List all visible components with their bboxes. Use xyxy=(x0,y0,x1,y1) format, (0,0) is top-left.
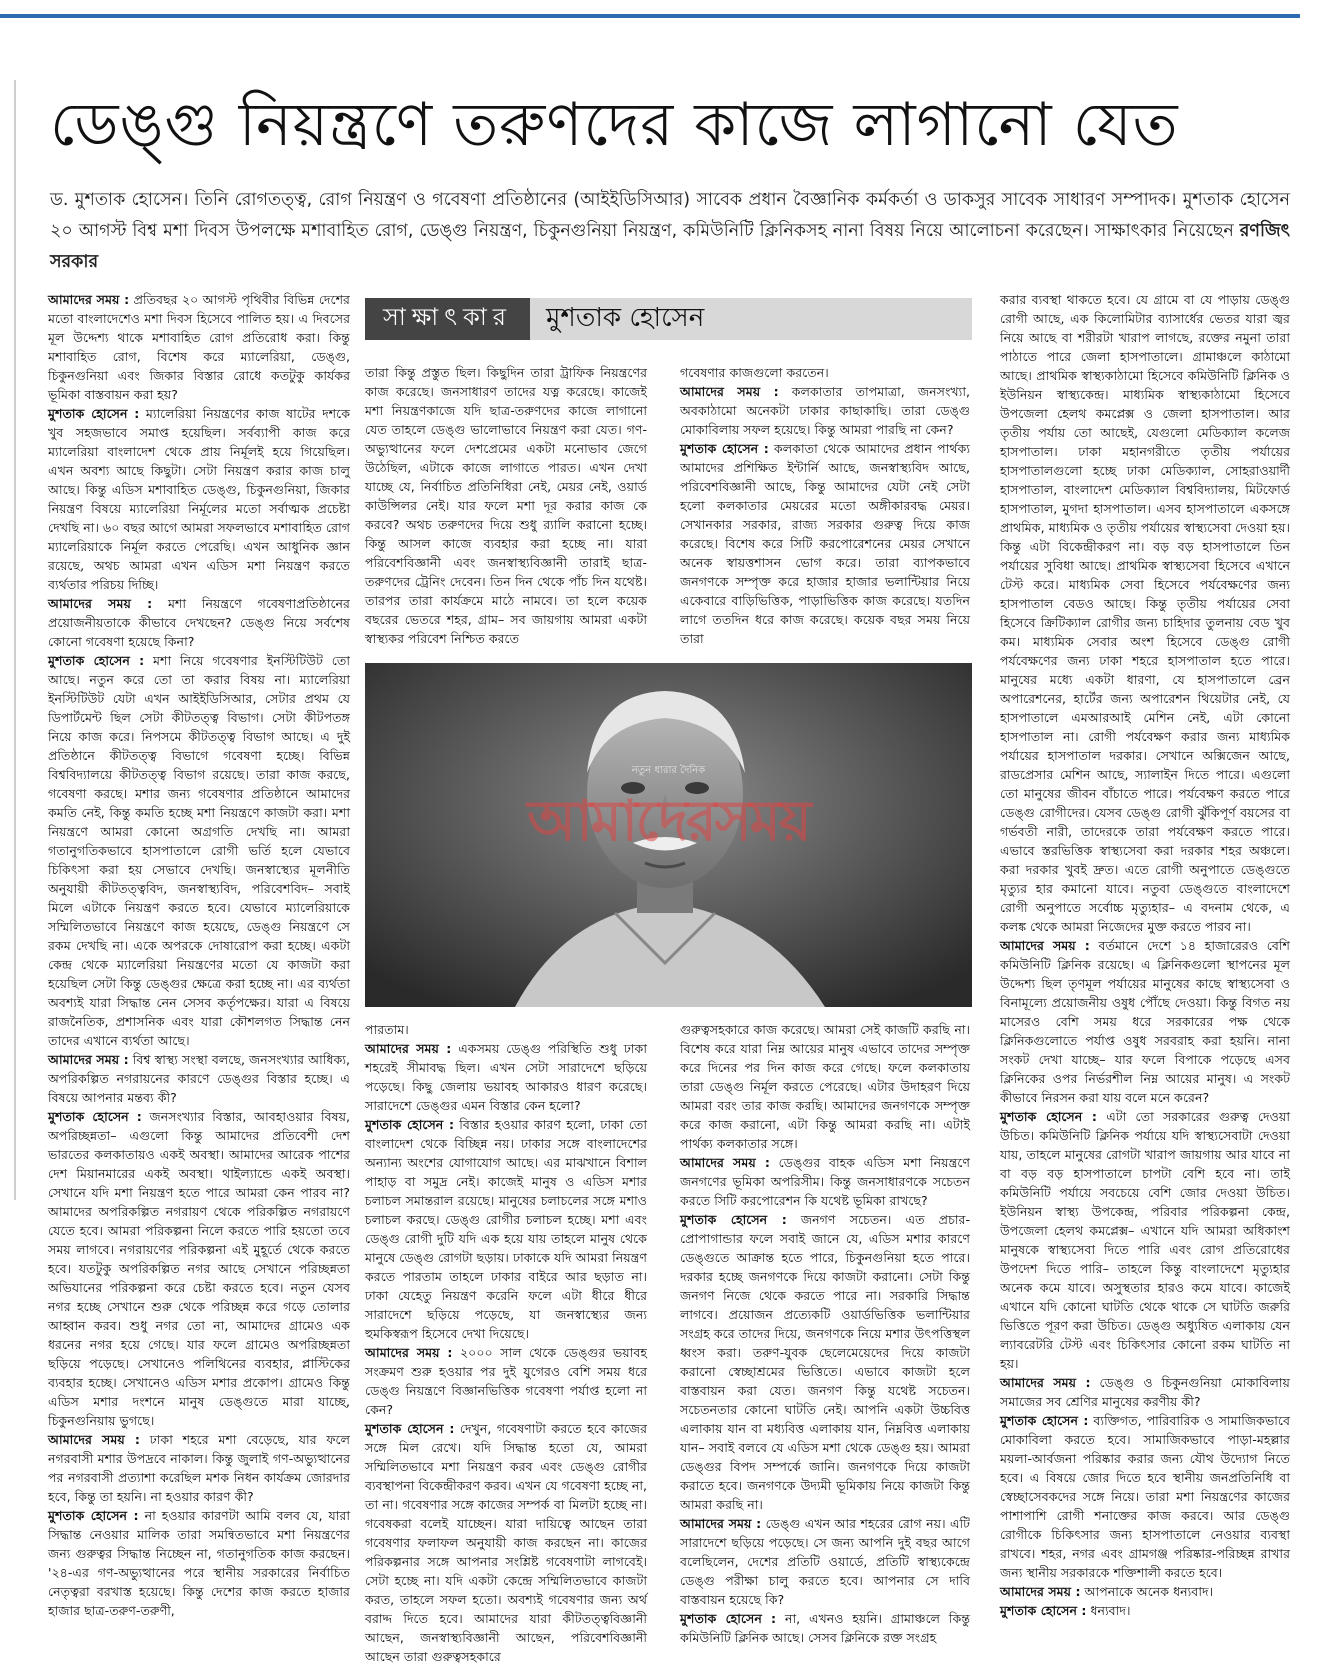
interview-paragraph xyxy=(365,1039,647,1115)
speaker-label: মুশতাক হোসেন : xyxy=(680,1611,777,1626)
column-3-top xyxy=(680,363,970,653)
speaker-label: আমাদের সময় : xyxy=(365,1345,453,1360)
interview-paragraph xyxy=(48,594,350,651)
paragraph-text: বর্তমানে দেশে ১৪ হাজারেরও বেশি কমিউনিটি ক্লিনিক রয়েছে। এ ক্লিনিকগুলো স্থাপনের মূল উদ্দেশ্য ছিল তৃণমূল পর্যায়ের মানুষের কাছে স্বাস্থ্যসেবা ও বিনামূল্যে প্রয়োজনীয় ওষুধ পৌঁছে দেওয়া। কিন্তু বিগত নয় মাসেরও বেশি সময় ধরে সরকারের পক্ষ থেকে ক্লিনিকগুলোতে পর্যাপ্ত ওষুধ সরবরাহ করা হয়নি। নানা সংকট দেখা যাচ্ছে– যার ফলে বিপাকে পড়েছে এসব ক্লিনিকের ওপর নির্ভরশীল নিম্ন আয়ের মানুষ। এ সংকট কীভাবে নিরসন করা যায় বলে মনে করেন? xyxy=(1000,938,1290,1105)
interview-paragraph xyxy=(1000,1411,1290,1582)
speaker-label: মুশতাক হোসেন : xyxy=(1000,1109,1097,1124)
paragraph-text: পারতাম। xyxy=(365,1022,409,1037)
watermark-tagline: নতুন ধারার দৈনিক xyxy=(631,765,706,776)
interview-paragraph xyxy=(48,1050,350,1107)
paragraph-text: ধন্যবাদ। xyxy=(1090,1603,1131,1618)
interview-paragraph xyxy=(48,1107,350,1430)
column-1 xyxy=(48,290,350,1650)
speaker-label: আমাদের সময় : xyxy=(1000,938,1090,953)
interview-paragraph xyxy=(680,382,970,439)
interview-paragraph xyxy=(680,363,970,382)
paragraph-text: গুরুত্বসহকারে কাজ করেছে। আমরা সেই কাজটি করছি না। বিশেষ করে যারা নিম্ন আয়ের মানুষ এভাবে তাদের সম্পৃক্ত করে দিনের পর দিন কাজ করে গেছে। ফলে কলকাতায় তারা ডেঙ্গু নির্মূল করতে পেরেছে। এটার উদাহরণ দিয়ে আমরা বরং তার কাজ করছি। আমাদের জনগণকে সম্পৃক্ত করে কাজ করানো, এটা কিন্তু আমরা করছি না। এটাই পার্থক্য কলকাতার সঙ্গে। xyxy=(680,1022,970,1151)
paragraph-text: প্রতিবছর ২০ আগস্ট পৃথিবীর বিভিন্ন দেশের মতো বাংলাদেশেও মশা দিবস হিসেবে পালিত হয়। এ দিবসের মূল উদ্দেশ্য থাকে মশাবাহিত রোগ প্রতিরোধ করা। কিন্তু মশাবাহিত রোগ, বিশেষ করে ম্যালেরিয়া, ডেঙ্গু, চিকুনগুনিয়া এবং জিকার বিস্তার রোধে কতটুকু কার্যকর ভূমিকা বাস্তবায়ন করা হয়? xyxy=(48,292,350,402)
paragraph-text: দেখুন, গবেষণাটা করতে হবে কাজের সঙ্গে মিল রেখে। যদি সিদ্ধান্ত হতো যে, আমরা সম্মিলিতভাবে মশা নিয়ন্ত্রণ করব এবং ডেঙ্গু রোগীর ব্যবস্থাপনা বিকেন্দ্রীকরণ করব। এখন যে গবেষণা হচ্ছে না, তা না। গবেষণার সঙ্গে কাজের সম্পর্ক বা মিলটা হচ্ছে না। গবেষকরা বলেই যাচ্ছেন। যারা দায়িত্বে আছেন তারা গবেষণার ফলাফল অনুযায়ী কাজ করছেন না। কাজের পরিকল্পনার সঙ্গে আপনার সংশ্লিষ্ট গবেষণাটা লাগবেই। সেটা হচ্ছে না। যদি একটা কেন্দ্রে সম্মিলিতভাবে কাজটা করত, তাহলে সফল হতো। অবশ্যই গবেষণার জন্য অর্থ বরাদ্দ দিতে হবে। আমাদের যারা কীটতত্ত্ববিজ্ঞানী আছেন, জনস্বাস্থ্যবিজ্ঞানী আছেন, পরিবেশবিজ্ঞানী আছেন তারা গুরুত্বসহকারে xyxy=(365,1421,647,1664)
interview-paragraph xyxy=(48,1430,350,1506)
speaker-label: আমাদের সময় : xyxy=(365,1041,452,1056)
interview-paragraph xyxy=(365,1020,647,1039)
paragraph-text: বিশ্ব স্বাস্থ্য সংস্থা বলছে, জনসংখ্যার আধিক্য, অপরিকল্পিত নগরায়নের কারণে ডেঙ্গুর বিস্তার হচ্ছে। এ বিষয়ে আপনার মন্তব্য কী? xyxy=(48,1052,350,1105)
paragraph-text: ২০০০ সাল থেকে ডেঙ্গুর ভয়াবহ সংক্রমণ শুরু হওয়ার পর দুই যুগেরও বেশি সময় ধরে ডেঙ্গু নিয়ন্ত্রণে বিজ্ঞানভিত্তিক গবেষণা পর্যাপ্ত হলো না কেন? xyxy=(365,1345,647,1417)
speaker-label: আমাদের সময় : xyxy=(48,1052,129,1067)
paragraph-text: না হওয়ার কারণটা আমি বলব যে, যারা সিদ্ধান্ত নেওয়ার মালিক তারা সমন্বিতভাবে মশা নিয়ন্ত্রণের জন্য গুরুত্বর সিদ্ধান্ত নিচ্ছেন না, গতানুগতিক কাজ করছেন। '২৪-এর গণ-অভ্যুত্থানের পরে স্থানীয় সরকারের নির্বাচিত নেতৃত্বরা বরখাস্ত হয়েছে। কিন্তু দেশের কাজ করতে হাজার হাজার ছাত্র-তরুণ-তরুণী, xyxy=(48,1508,350,1618)
interview-paragraph xyxy=(1000,936,1290,1107)
interview-paragraph xyxy=(680,1020,970,1153)
interview-paragraph xyxy=(1000,1107,1290,1373)
column-2-top-text: তারা কিন্তু প্রস্তুত ছিল। কিছুদিন তারা ট্রাফিক নিয়ন্ত্রণের কাজ করেছে। জনসাধারণ তাদের যত্ন করেছে। কাজেই মশা নিয়ন্ত্রণকাজে যদি ছাত্র-তরুণদের কাজে লাগানো যেত তাহলে ডেঙ্গু ভালোভাবে নিয়ন্ত্রণ করা যেত। গণ-অভ্যুত্থানের ফলে দেশপ্রেমের একটা মনোভাব জেগে উঠেছিল, এটাকে কাজে লাগাতে পারত। এখন দেখা যাচ্ছে যে, নির্বাচিত প্রতিনিধিরা নেই, মেয়র নেই, ওয়ার্ড কাউন্সিলর নেই। যার ফলে মশা দূর করার কাজ কে করবে? অথচ তরুণদের দিয়ে শুধু র‍্যালি করানো হচ্ছে। কিন্তু আসল কাজে ব্যবহার করা হচ্ছে না। যারা পরিবেশবিজ্ঞানী এবং জনস্বাস্থ্যবিজ্ঞানী তারাই ছাত্র-তরুণদের ট্রেনিং দেবেন। তিন দিন থেকে পাঁচ দিন যথেষ্ট। তারপর তারা কার্যক্রমে মাঠে নামবে। তা হলে কয়েক বছরের ভেতরে শহর, গ্রাম– সব জায়গায় আমরা একটা স্বাস্থ্যকর পরিবেশ নিশ্চিত করতে xyxy=(365,365,647,646)
interview-paragraph xyxy=(48,1506,350,1620)
paragraph-text: ঢাকা শহরে মশা বেড়েছে, যার ফলে নগরবাসী মশার উপদ্রবে নাকাল। কিন্তু জুলাই গণ-অভ্যুত্থানের পর নগরবাসী প্রত্যাশা করেছিল মশক নিধন কার্যক্রম জোরদার হবে, কিন্তু তা হয়নি। না হওয়ার কারণ কী? xyxy=(48,1432,350,1504)
paragraph-text: করার ব্যবস্থা থাকতে হবে। যে গ্রামে বা যে পাড়ায় ডেঙ্গু রোগী আছে, এক কিলোমিটার ব্যাসার্ধের ভেতর যারা জ্বর নিয়ে আছে বা শরীরটা খারাপ লাগছে, রক্তের নমুনা তারা পাঠাতে পারে জেলা হাসপাতালে। গ্রামাঞ্চলে কাঠামো আছে। প্রাথমিক স্বাস্থ্যকাঠামো হিসেবে কমিউনিটি ক্লিনিক ও ইউনিয়ন স্বাস্থ্যকেন্দ্র। মাধ্যমিক স্বাস্থ্যকাঠামো হিসেবে উপজেলা হেলথ কমপ্লেক্স ও জেলা হাসপাতাল। আর তৃতীয় পর্যায় তো আছেই, যেগুলো মেডিক্যাল কলেজ হাসপাতাল। ঢাকা মহানগরীতে তৃতীয় পর্যায়ের হাসপাতালগুলো হচ্ছে ঢাকা মেডিক্যাল, সোহরাওয়ার্দী হাসপাতাল, বাংলাদেশ মেডিক্যাল বিশ্ববিদ্যালয়, মিটফোর্ড হাসপাতাল, মুগদা হাসপাতাল। এসব হাসপাতালে একসঙ্গে প্রাথমিক, মাধ্যমিক ও তৃতীয় পর্যায়ের স্বাস্থ্যসেবা দেওয়া হয়। কিন্তু এটা বিকেন্দ্রীকরণ না। বড় বড় হাসপাতালে তিন পর্যায়ের সুবিধা আছে। প্রাথমিক স্বাস্থ্যসেবা হিসেবে এখানে টেস্ট করে। মাধ্যমিক সেবা হিসেবে পর্যবেক্ষণের জন্য হাসপাতাল বেডও আছে। কিন্তু তৃতীয় পর্যায়ের সেবা হিসেবে ক্রিটিক্যাল রোগীর জন্য চাহিদার তুলনায় বেড খুব কম। মাধ্যমিক সেবার অংশ হিসেবে ডেঙ্গু রোগী পর্যবেক্ষণের জন্য ঢাকা শহরে হাসপাতাল হতে পারে। মানুষের মধ্যে একটা ধারণা, যে হাসপাতালে ব্রেন অপারেশনের, হার্টের জন্য অপারেশন থিয়েটার নেই, যে হাসপাতালে এমআরআই মেশিন নেই, এটা কোনো হাসপাতাল না। রোগী পর্যবেক্ষণ করার জন্য মাধ্যমিক পর্যায়ের হাসপাতাল দরকার। সেখানে অক্সিজেন আছে, রাডপ্রেসার মেশিন আছে, স্যালাইন দিতে পারে। এগুলো তো মানুষের জীবন বাঁচাতে পারে। পর্যবেক্ষণ করতে পারে ডেঙ্গু রোগীদের। যেসব ডেঙ্গু রোগী ঝুঁকিপূর্ণ বয়সের বা গর্ভবতী নারী, তাদেরকে তারা পর্যবেক্ষণ করতে পারে। এভাবে স্তরভিত্তিক স্বাস্থ্যসেবা করা দরকার শহর অঞ্চলে। করা দরকার খুবই দ্রুত। এতে রোগী অনুপাতে ডেঙ্গুতে মৃত্যুর হার কমানো যাবে। নতুবা ডেঙ্গুতে বাংলাদেশে রোগী অনুপাতে সর্বোচ্চ মৃত্যুহার– এ বদনাম থেকে, এ কলঙ্ক থেকে আমরা নিজেদের মুক্ত করতে পারব না। xyxy=(1000,292,1290,934)
speaker-label: মুশতাক হোসেন : xyxy=(1000,1603,1087,1618)
paragraph-text: কলকাতা থেকে আমাদের প্রধান পার্থক্য আমাদের প্রশিক্ষিত ইন্টার্নি আছে, জনস্বাস্থ্যবিদ আছে, পরিবেশবিজ্ঞানী আছে, কিন্তু আমাদের যেটা নেই সেটা হলো কলকাতার মেয়রের মতো অঙ্গীকারবদ্ধ মেয়র। সেখানকার সরকার, রাজ্য সরকার গুরুত্ব দিয়ে কাজ করেছে। বিশেষ করে সিটি করপোরেশনের মেয়র সেখানে অনেক স্বায়ত্তশাসন ভোগ করে। তারা ব্যাপকভাবে জনগণকে সম্পৃক্ত করে হাজার হাজার ভলান্টিয়ার নিয়ে একেবারে বাড়িভিত্তিক, পাড়াভিত্তিক কাজ করেছে। যতদিন লাগে ততদিন ধরে কাজ করেছে। কয়েক বছর সময় নিয়ে তারা xyxy=(680,441,970,646)
speaker-label: মুশতাক হোসেন : xyxy=(365,1421,455,1436)
speaker-label: আমাদের সময় : xyxy=(680,1516,762,1531)
speaker-label: আমাদের সময় : xyxy=(1000,1584,1081,1599)
interview-paragraph xyxy=(680,439,970,648)
paragraph-text: না, এখনও হয়নি। গ্রামাঞ্চলে কিন্তু কমিউনিটি ক্লিনিক আছে। সেসব ক্লিনিকে রক্ত সংগ্রহ xyxy=(680,1611,970,1645)
paragraph-text: মশা নিয়ন্ত্রণে গবেষণাপ্রতিষ্ঠানের প্রয়োজনীয়তাকে কীভাবে দেখছেন? ডেঙ্গু নিয়ে সর্বশেষ কোনো গবেষণা হয়েছে কিনা? xyxy=(48,596,350,649)
speaker-label: আমাদের সময় : xyxy=(680,1155,770,1170)
paragraph-text: আপনাকে অনেক ধন্যবাদ। xyxy=(1084,1584,1214,1599)
speaker-label: মুশতাক হোসেন : xyxy=(680,441,769,456)
interview-paragraph xyxy=(48,651,350,1050)
paragraph-text: জনসংখ্যার বিস্তার, আবহাওয়ার বিষয়, অপরিচ্ছন্নতা– এগুলো কিন্তু আমাদের প্রতিবেশী দেশ ভারতের কলকাতায়ও একই অবস্থা। আমাদের আরেক পাশের দেশ মিয়ানমারের একই অবস্থা। থাইল্যান্ডে একই অবস্থা। সেখানে যদি মশা নিয়ন্ত্রণ হতে পারে আমরা কেন পারব না? আমাদের অপরিকল্পিত নগরায়ণ থেকে পরিকল্পিত নগরায়ণে যেতে হবে। আমরা পরিকল্পনা নিলে করতে পারি হয়তো তবে সময় লাগবে। নগরায়ণের পরিকল্পনা এই মুহূর্তে থেকে করতে হবে। যতটুকু অপরিকল্পিত নগর আছে সেখানে পরিচ্ছন্নতা অভিযানের পরিকল্পনা করে চেষ্টা করতে হবে। নতুন যেসব নগর হচ্ছে সেখানে শুরু থেকে পরিচ্ছন্ন করে গড়ে তোলার আহ্বান করব। শুধু নগর তো না, আমাদের গ্রামেও এক ধরনের নগর হয়ে গেছে। যার ফলে গ্রামেও অপরিচ্ছন্নতা ছড়িয়ে পড়েছে। সেখানেও পলিথিনের ব্যবহার, প্লাস্টিকের ব্যবহার হচ্ছে। সেখানেও এডিস মশার প্রকোপ। গ্রামেও কিন্তু এডিস মশার দংশনে মানুষ ডেঙ্গুতে মারা যাচ্ছে, চিকুনগুনিয়ায় ভুগছে। xyxy=(48,1109,351,1428)
article-headline: ডেঙ্গু নিয়ন্ত্রণে তরুণদের কাজে লাগানো যেত xyxy=(50,90,1179,160)
speaker-label: মুশতাক হোসেন : xyxy=(48,1508,139,1523)
speaker-label: আমাদের সময় : xyxy=(48,1432,140,1447)
paragraph-text: একসময় ডেঙ্গু পরিস্থিতি শুধু ঢাকা শহরেই সীমাবদ্ধ ছিল। এখন সেটা সারাদেশে ছড়িয়ে পড়েছে। কিছু জেলায় ভয়াবহ আকারও ধারণ করেছে। সারাদেশে ডেঙ্গুর এমন বিস্তার কেন হলো? xyxy=(365,1041,647,1113)
left-margin-rule xyxy=(14,80,16,1200)
article-intro xyxy=(50,185,1290,278)
speaker-label: আমাদের সময় : xyxy=(48,596,153,611)
interview-banner xyxy=(365,298,972,340)
top-blue-rule xyxy=(0,14,1300,18)
banner-interviewee: মুশতাক হোসেন xyxy=(546,303,705,333)
interview-paragraph xyxy=(680,1210,970,1514)
intro-text: ড. মুশতাক হোসেন। তিনি রোগতত্ত্ব, রোগ নিয়ন্ত্রণ ও গবেষণা প্রতিষ্ঠানের (আইইডিসিআর) সাবেক প্রধান বৈজ্ঞানিক কর্মকর্তা ও ডাকসুর সাবেক সাধারণ সম্পাদক। মুশতাক হোসেন ২০ আগস্ট বিশ্ব মশা দিবস উপলক্ষে মশাবাহিত রোগ, ডেঙ্গু নিয়ন্ত্রণ, চিকুনগুনিয়া নিয়ন্ত্রণ, কমিউনিটি ক্লিনিকসহ নানা বিষয় নিয়ে আলোচনা করেছেন। সাক্ষাৎকার নিয়েছেন xyxy=(50,190,1290,241)
column-3-bottom xyxy=(680,1020,970,1650)
interview-paragraph xyxy=(1000,1373,1290,1411)
interview-paragraph xyxy=(1000,290,1290,936)
interview-paragraph xyxy=(680,1514,970,1609)
interview-paragraph xyxy=(48,290,350,404)
interview-paragraph xyxy=(1000,1601,1290,1620)
interview-paragraph xyxy=(48,404,350,594)
paragraph-text: বিস্তার হওয়ার কারণ হলো, ঢাকা তো বাংলাদেশ থেকে বিচ্ছিন্ন নয়। ঢাকার সঙ্গে বাংলাদেশের অন্যান্য অংশের যোগাযোগ আছে। এর মাঝখানে বিশাল পাহাড় বা সমুদ্র নেই। কাজেই মানুষ ও এডিস মশার চলাচল সমান্তরাল রয়েছে। মানুষের চলাচলের সঙ্গে মশাও চলাচল করছে। ডেঙ্গু রোগীর চলাচল হচ্ছে। মশা এবং ডেঙ্গু রোগী দুটি যদি এক হয়ে যায় তাহলে মানুষ থেকে মানুষে ডেঙ্গু রোগটা ছড়ায়। ঢাকাকে যদি আমরা নিয়ন্ত্রণ করতে পারতাম তাহলে ঢাকার বাইরে আর ছড়াত না। ঢাকা যেহেতু নিয়ন্ত্রণ করেনি ফলে এটা ধীরে ধীরে সারাদেশে ছড়িয়ে পড়েছে, যা জনস্বাস্থ্যের জন্য হুমকিস্বরূপ হিসেবে দেখা দিয়েছে। xyxy=(365,1117,647,1341)
paragraph-text: জনগণ সচেতন। এত প্রচার-প্রোপাগান্ডার ফলে সবাই জানে যে, এডিস মশার কারণে ডেঙ্গুতে আক্রান্ত হতে পারে, চিকুনগুনিয়া হতে পারে। দরকার হচ্ছে জনগণকে দিয়ে কাজটা করানো। সেটা কিন্তু জনগণ নিজে থেকে করতে পারে না। সরকারি সিদ্ধান্ত লাগবে। প্রয়োজন প্রত্যেকটি ওয়ার্ডভিত্তিক ভলান্টিয়ার সংগ্রহ করে তাদের দিয়ে, জনগণকে নিয়ে মশার উৎপত্তিস্থল ধ্বংস করা। তরুণ-যুবক ছেলেমেয়েদের দিয়ে কাজটা করানো স্বেচ্ছাশ্রমের ভিত্তিতে। এভাবে কাজটা হলে বাস্তবায়ন করা যেত। জনগণ কিন্তু যথেষ্ট সচেতন। সচেতনতার কোনো ঘাটতি নেই। আপনি একটা উচ্চবিত্ত এলাকায় যান বা মধ্যবিত্ত এলাকায় যান, নিম্নবিত্ত এলাকায় যান– সবাই বলবে যে এডিস মশা থেকে ডেঙ্গু হয়। আমরা ডেঙ্গুর বিপদ সম্পর্কে জানি। জনগণকে দিয়ে কাজটা করাতে হবে। জনগণকে উদ্যমী ভূমিকায় নিয়ে কাজটা কিন্তু আমরা করছি না। xyxy=(680,1212,970,1512)
paragraph-text: মশা নিয়ে গবেষণার ইনস্টিটিউট তো আছে। নতুন করে তো তা করার বিষয় না। ম্যালেরিয়া ইনস্টিটিউট যেটা এখন আইইডিসিআর, সেটার প্রথম যে ডিপার্টমেন্ট ছিল সেটা কীটতত্ত্ব বিভাগ। সেটা কীটপতঙ্গ নিয়ে কাজ করে। নিপসমে কীটতত্ত্ব বিভাগ আছে। এ দুই প্রতিষ্ঠানে কীটতত্ত্ব বিভাগে গবেষণা হচ্ছে। বিভিন্ন বিশ্ববিদ্যালয়ে কীটতত্ত্ব বিভাগ রয়েছে। তারা কাজ করছে, গবেষণা করছে। মশার জন্য গবেষণার প্রতিষ্ঠানে আমাদের কমতি নেই, কিন্তু কমতি হচ্ছে মশা নিয়ন্ত্রণে কাজটা করা। মশা নিয়ন্ত্রণে আমরা কোনো অগ্রগতি দেখছি না। আমরা গতানুগতিকভাবে হাসপাতালে রোগী ভর্তি হলে যেভাবে চিকিৎসা করা হয় সেভাবে দেখছি। জনস্বাস্থ্যের মূলনীতি অনুযায়ী কীটতত্ত্ববিদ, জনস্বাস্থ্যবিদ, পরিবেশবিদ– সবাই মিলে এটাকে নিয়ন্ত্রণ করতে হবে। যেভাবে ম্যালেরিয়াকে সম্মিলিতভাবে নিয়ন্ত্রণে কাজ হয়েছে, ডেঙ্গু নিয়ন্ত্রণে সে রকম দেখছি না। একে অপরকে দোষারোপ করা হচ্ছে। একটা কেন্দ্র থেকে ম্যালেরিয়া নিয়ন্ত্রণের মতো যে কাজটা করা হয়েছিল সেটা কিন্তু ডেঙ্গুর ক্ষেত্রে করা হচ্ছে না। এর ব্যর্থতা অবশ্যই যারা সিদ্ধান্ত নেন সেসব কর্তৃপক্ষের। যারা এ বিষয়ে রাজনৈতিক, প্রশাসনিক এবং যারা কৌশলগত সিদ্ধান্ত নেন তাদের এখানে ব্যর্থতা আছে। xyxy=(48,653,351,1048)
speaker-label: আমাদের সময় : xyxy=(680,384,779,399)
newspaper-watermark-logo: আমাদেরসময় xyxy=(527,789,810,854)
speaker-label: আমাদের সময় : xyxy=(48,292,130,307)
speaker-label: মুশতাক হোসেন : xyxy=(48,1109,142,1124)
paragraph-text: এটা তো সরকারের গুরুত্ব দেওয়া উচিত। কমিউনিটি ক্লিনিক পর্যায়ে যদি স্বাস্থ্যসেবাটা দেওয়া যায়, তাহলে মানুষের রোগটা খারাপ জায়গায় আর যাবে না বা বড় বড় হাসপাতালে চাপটা বেশি হবে না। তাই কমিউনিটি পর্যায়ে সবচেয়ে বেশি জোর দেওয়া উচিত। ইউনিয়ন স্বাস্থ্য উপকেন্দ্র, পরিবার পরিকল্পনা কেন্দ্র, উপজেলা হেলথ কমপ্লেক্স– এখানে যদি আমরা অধিকাংশ মানুষকে স্বাস্থ্যসেবা দিতে পারি এবং রোগ প্রতিরোধের উপদেশ দিতে পারি– তাহলে কিন্তু বাংলাদেশে মৃত্যুহার অনেক কমে যাবে। অসুস্থতার হারও কমে যাবে। কাজেই এখানে যদি কোনো ঘাটতি থেকে থাকে সে ঘাটতি জরুরি ভিত্তিতে পূরণ করা উচিত। ডেঙ্গু অধ্যুষিত এলাকায় যেন ল্যাবরেটরি টেস্ট এবং চিকিৎসার কোনো রকম ঘাটতি না হয়। xyxy=(1000,1109,1290,1371)
speaker-label: মুশতাক হোসেন : xyxy=(1000,1413,1089,1428)
paragraph-text: ডেঙ্গুর বাহক এডিস মশা নিয়ন্ত্রণে জনগণের ভূমিকা অপরিসীম। কিন্তু জনসাধারণকে সচেতন করতে সিটি করপোরেশন কি যথেষ্ট ভূমিকা রাখছে? xyxy=(680,1155,970,1208)
column-4 xyxy=(1000,290,1290,1650)
interview-paragraph xyxy=(680,1609,970,1647)
speaker-label: মুশতাক হোসেন : xyxy=(680,1212,787,1227)
paragraph-text: গবেষণার কাজগুলো করতেন। xyxy=(680,365,829,380)
interview-paragraph xyxy=(365,1419,647,1666)
column-2-top xyxy=(365,363,647,653)
interview-paragraph xyxy=(1000,1582,1290,1601)
paragraph-text: ডেঙ্গু এখন আর শহরের রোগ নয়। এটি সারাদেশে ছড়িয়ে পড়েছে। সে জন্য আপনি দুই বছর আগে বলেছিলেন, দেশের প্রতিটি ওয়ার্ডে, প্রতিটি স্বাস্থ্যকেন্দ্রে ডেঙ্গু পরীক্ষা চালু করতে হবে। আপনার সে দাবি বাস্তবায়ন হয়েছে কি? xyxy=(680,1516,970,1607)
interviewee-photo xyxy=(365,663,972,1007)
paragraph-text: কলকাতার তাপমাত্রা, জনসংখ্যা, অবকাঠামো অনেকটা ঢাকার কাছাকাছি। তারা ডেঙ্গু মোকাবিলায় সফল হয়েছে। কিন্তু আমরা পারছি না কেন? xyxy=(680,384,970,437)
speaker-label: মুশতাক হোসেন : xyxy=(48,653,145,668)
paragraph-text: ডেঙ্গু ও চিকুনগুনিয়া মোকাবিলায় সমাজের সব শ্রেণির মানুষের করণীয় কী? xyxy=(1000,1375,1290,1409)
paragraph-text: ব্যক্তিগত, পারিবারিক ও সামাজিকভাবে মোকাবিলা করতে হবে। সামাজিকভাবে পাড়া-মহল্লার ময়লা-আর্বজনা পরিষ্কার করার জন্য যৌথ উদ্যোগ নিতে হবে। এ বিষয়ে জোর দিতে হবে স্থানীয় জনপ্রতিনিধি বা স্বেচ্ছাসেবকদের সঙ্গে নিয়ে। তারা মশা নিয়ন্ত্রণের কাজের পাশাপাশি রোগী শনাক্তের কাজ করবে। আর ডেঙ্গু রোগীকে চিকিৎসার জন্য হাসপাতালে নেওয়ার ব্যবস্থা রাখবে। শহর, নগর এবং গ্রামগঞ্জ পরিষ্কার-পরিচ্ছন্ন রাখার জন্য স্থানীয় সরকারকে শক্তিশালী করতে হবে। xyxy=(1000,1413,1291,1580)
speaker-label: মুশতাক হোসেন : xyxy=(48,406,140,421)
speaker-label: মুশতাক হোসেন : xyxy=(365,1117,454,1132)
interview-paragraph xyxy=(680,1153,970,1210)
interview-paragraph xyxy=(365,1343,647,1419)
speaker-label: আমাদের সময় : xyxy=(1000,1375,1091,1390)
banner-label: সাক্ষাৎকার xyxy=(365,298,530,340)
interviewer-name: রণজিৎ সরকার xyxy=(50,221,1290,272)
interview-paragraph xyxy=(365,1115,647,1343)
paragraph-text: ম্যালেরিয়া নিয়ন্ত্রণের কাজ ষাটের দশকে খুব সহজভাবে সমাপ্ত হয়েছিল। সর্বব্যাপী কাজ করে ম্যালেরিয়া বাংলাদেশ থেকে প্রায় নির্মূলই হয়ে গিয়েছিল। এখন অবশ্য আছে কিছুটা। সেটা নিয়ন্ত্রণ করার কাজ চালু আছে। কিন্তু এডিস মশাবাহিত ডেঙ্গু, চিকুনগুনিয়া, জিকার নিয়ন্ত্রণ বিষয়ে ম্যালেরিয়া নির্মূলের মতো সর্বাত্মক প্রচেষ্টা দেখছি না। ৬০ বছর আগে আমরা সফলভাবে মশাবাহিত রোগ ম্যালেরিয়াকে নির্মূল করতে পেরেছি। এখন আধুনিক জ্ঞান রয়েছে, অথচ আমরা এখন এডিস মশা নিয়ন্ত্রণ করতে ব্যর্থতার পরিচয় দিচ্ছি। xyxy=(48,406,351,592)
column-2-bottom xyxy=(365,1020,647,1664)
